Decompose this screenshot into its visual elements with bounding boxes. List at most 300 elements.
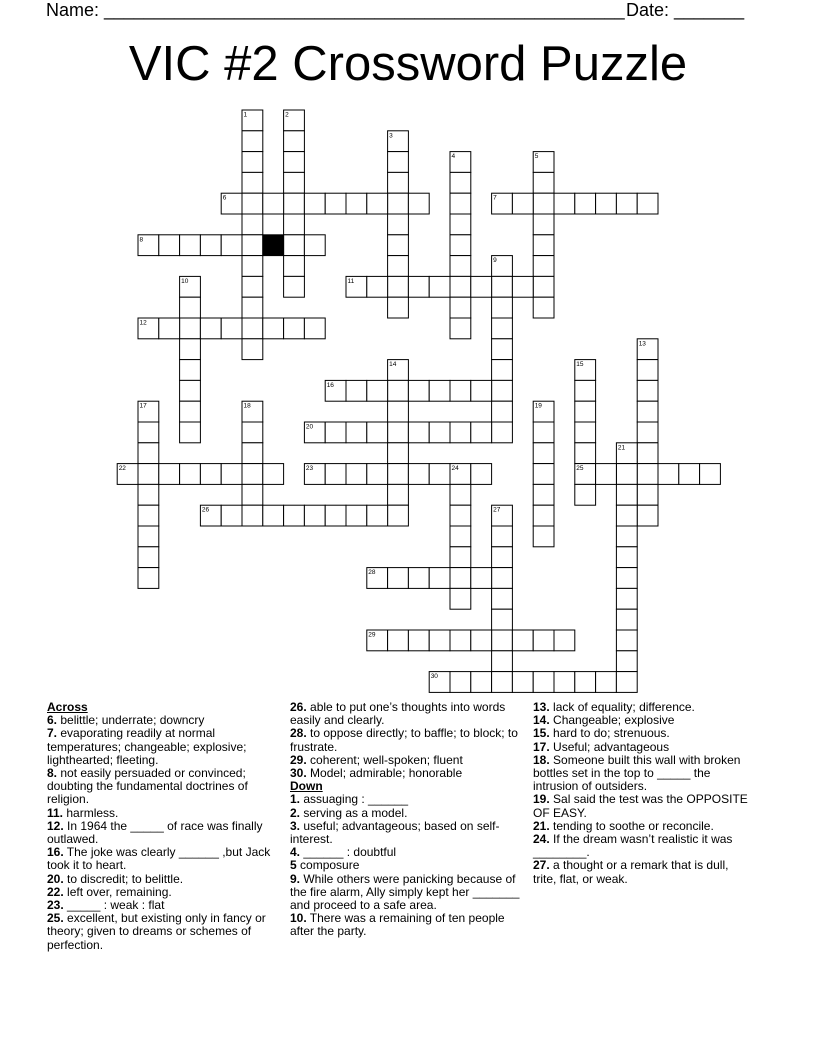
grid-cell[interactable] [658,464,679,485]
grid-cell[interactable] [180,297,201,318]
grid-cell[interactable] [533,422,554,443]
grid-cell[interactable] [512,276,533,297]
clue-number: 20. [47,871,64,886]
grid-cell[interactable] [429,276,450,297]
grid-cell[interactable] [180,339,201,360]
grid-cell[interactable] [263,505,284,526]
clue-text: If the dream wasn’t realistic it was ________. [533,832,733,860]
grid-cell[interactable] [637,443,658,464]
grid-cell[interactable] [492,297,513,318]
grid-cell[interactable] [533,172,554,193]
grid-cell[interactable] [388,256,409,277]
grid-cell[interactable] [637,360,658,381]
grid-cell[interactable] [492,547,513,568]
clue-number-2: 2 [285,111,289,119]
clue-number-15: 15 [576,361,584,369]
grid-cell[interactable] [180,464,201,485]
clue-number: 30. [290,766,307,781]
grid-cell[interactable] [492,276,513,297]
grid-cell[interactable] [242,172,263,193]
grid-cell[interactable] [408,568,429,589]
grid-cell[interactable] [408,464,429,485]
clue-number-25: 25 [576,465,584,473]
grid-cell[interactable] [242,464,263,485]
grid-cell[interactable] [367,380,388,401]
grid-cell[interactable] [138,526,159,547]
clue-text: harmless. [63,805,119,820]
grid-cell[interactable] [367,464,388,485]
grid-cell[interactable] [616,526,637,547]
grid-cell[interactable] [388,152,409,173]
grid-cell[interactable] [284,193,305,214]
grid-cell[interactable] [325,193,346,214]
clue-text: lack of equality; difference. [549,700,695,714]
clue-text: ______ : doubtful [300,845,397,860]
clue-number: 27. [533,858,550,873]
grid-cell[interactable] [325,464,346,485]
grid-cell[interactable] [637,401,658,422]
grid-cell[interactable] [533,276,554,297]
grid-cell[interactable] [637,484,658,505]
grid-cell[interactable] [367,422,388,443]
grid-cell[interactable] [575,422,596,443]
grid-cell[interactable] [138,443,159,464]
clue-number: 21. [533,818,550,833]
grid-cell[interactable] [242,422,263,443]
grid-cell[interactable] [346,193,367,214]
grid-cell[interactable] [138,505,159,526]
clue-number: 28. [290,726,307,741]
grid-cell[interactable] [284,172,305,193]
down-clue [290,820,526,846]
grid-cell[interactable] [492,568,513,589]
down-clue [533,793,755,819]
grid-cell[interactable] [180,360,201,381]
grid-cell[interactable] [284,131,305,152]
grid-cell[interactable] [471,464,492,485]
grid-cell[interactable] [388,568,409,589]
across-clue [47,767,283,807]
grid-cell[interactable] [388,443,409,464]
grid-cell[interactable] [138,484,159,505]
clue-number-3: 3 [389,132,393,140]
grid-cell[interactable] [637,464,658,485]
grid-cell[interactable] [284,214,305,235]
clue-number-13: 13 [638,340,646,348]
grid-cell[interactable] [388,380,409,401]
grid-cell[interactable] [429,380,450,401]
grid-cell[interactable] [242,318,263,339]
grid-cell[interactable] [284,318,305,339]
grid-cell[interactable] [616,505,637,526]
grid-cell[interactable] [450,568,471,589]
clue-number: 9. [290,871,301,886]
clue-column-3 [533,701,755,886]
grid-cell[interactable] [284,235,305,256]
clue-number: 14. [533,713,550,728]
clue-text: Useful; advantageous [549,739,670,754]
clue-number: 8. [47,766,58,781]
grid-cell[interactable] [700,464,721,485]
grid-cell[interactable] [388,505,409,526]
clue-number: 4. [290,845,301,860]
clue-number-26: 26 [201,506,210,514]
clue-text: There was a remaining of ten people after the party. [290,911,505,939]
clue-number-21: 21 [617,444,626,452]
grid-cell[interactable] [408,193,429,214]
across-clue [47,820,283,846]
grid-cell[interactable] [408,630,429,651]
grid-cell[interactable] [679,464,700,485]
grid-cell[interactable] [242,214,263,235]
grid-cell[interactable] [554,672,575,693]
clue-number-27: 27 [493,506,501,514]
clue-text: evaporating readily at normal temperatures; changeable; explosive; lighthearted; fleeting. [47,726,247,767]
clue-number-8: 8 [139,236,144,244]
grid-cell[interactable] [200,235,221,256]
grid-cell[interactable] [388,422,409,443]
clue-text: Changeable; explosive [549,713,675,728]
clue-text: tending to soothe or reconcile. [549,818,714,833]
clue-number-1: 1 [243,111,248,119]
grid-cell[interactable] [388,401,409,422]
grid-cell[interactable] [367,193,388,214]
grid-cell[interactable] [221,505,242,526]
clue-text: excellent, but existing only in fancy or theory; given to dreams or schemes of perfection. [47,911,266,952]
clue-number: 3. [290,818,301,833]
clue-text: serving as a model. [300,805,408,820]
grid-cell[interactable] [512,193,533,214]
clue-number-24: 24 [451,465,459,473]
grid-cell[interactable] [616,672,637,693]
grid-cell[interactable] [408,422,429,443]
clue-number: 24. [533,832,550,847]
name-field[interactable]: Name: ____________________________________________________ [46,0,625,20]
clue-number-29: 29 [368,631,376,639]
clue-number: 2. [290,805,301,820]
grid-cell[interactable] [471,672,492,693]
grid-cell[interactable] [533,214,554,235]
grid-cell[interactable] [346,464,367,485]
grid-cell[interactable] [450,193,471,214]
clue-number: 12. [47,818,64,833]
grid-cell[interactable] [450,235,471,256]
grid-cell[interactable] [637,505,658,526]
grid-cell[interactable] [159,235,180,256]
clue-text: coherent; well-spoken; fluent [306,752,463,767]
down-clue [533,833,755,859]
grid-cell[interactable] [450,547,471,568]
grid-cell[interactable] [575,380,596,401]
clue-text: able to put one’s thoughts into words easily and clearly. [290,700,506,728]
clue-number-7: 7 [493,194,497,202]
clue-number-18: 18 [243,402,251,410]
grid-cell[interactable] [242,235,263,256]
grid-cell[interactable] [450,588,471,609]
grid-cell[interactable] [450,484,471,505]
grid-cell[interactable] [450,380,471,401]
clue-number-17: 17 [139,402,147,410]
grid-cell[interactable] [616,630,637,651]
grid-cell[interactable] [242,256,263,277]
grid-cell[interactable] [616,588,637,609]
grid-cell[interactable] [180,318,201,339]
grid-cell[interactable] [450,214,471,235]
grid-cell[interactable] [450,318,471,339]
grid-cell[interactable] [138,422,159,443]
clue-text: Sal said the test was the OPPOSITE OF EASY. [533,792,748,820]
clue-text: not easily persuaded or convinced; doubting the fundamental doctrines of religion. [47,766,248,807]
grid-cell[interactable] [492,526,513,547]
clue-number: 26. [290,700,307,714]
grid-cell[interactable] [429,464,450,485]
grid-cell[interactable] [533,464,554,485]
down-clue [290,912,526,938]
grid-cell[interactable] [616,651,637,672]
grid-cell[interactable] [304,193,325,214]
grid-cell[interactable] [388,214,409,235]
clue-number-22: 22 [118,465,126,473]
clue-column-1 [47,701,283,952]
across-clue [290,701,526,727]
grid-cell[interactable] [450,630,471,651]
clue-number-6: 6 [222,194,227,202]
grid-cell[interactable] [533,235,554,256]
across-heading: Across [47,700,88,714]
grid-cell[interactable] [388,172,409,193]
grid-cell[interactable] [554,630,575,651]
clue-number-14: 14 [389,361,397,369]
clue-text: _____ : weak : flat [63,898,165,913]
grid-cell[interactable] [159,318,180,339]
grid-cell[interactable] [450,297,471,318]
clue-text: useful; advantageous; based on self-interest. [290,818,500,847]
clue-number-11: 11 [347,277,355,285]
grid-cell[interactable] [242,505,263,526]
grid-cell[interactable] [429,568,450,589]
grid-cell[interactable] [284,276,305,297]
grid-cell[interactable] [450,526,471,547]
grid-cell[interactable] [533,256,554,277]
grid-cell[interactable] [637,422,658,443]
grid-cell[interactable] [450,672,471,693]
grid-cell[interactable] [533,484,554,505]
grid-cell[interactable] [492,380,513,401]
grid-cell[interactable] [492,609,513,630]
grid-cell[interactable] [533,526,554,547]
grid-cell[interactable] [159,464,180,485]
grid-cell[interactable] [596,672,617,693]
down-clue [290,873,526,913]
grid-cell[interactable] [575,443,596,464]
grid-cell[interactable] [346,505,367,526]
grid-cell[interactable] [284,256,305,277]
clue-number-5: 5 [534,153,539,161]
grid-cell[interactable] [138,547,159,568]
grid-cell[interactable] [616,193,637,214]
clue-number: 25. [47,911,64,926]
grid-cell[interactable] [533,505,554,526]
grid-cell[interactable] [200,464,221,485]
grid-cell[interactable] [242,297,263,318]
clue-number: 15. [533,726,550,741]
grid-cell[interactable] [492,360,513,381]
grid-cell[interactable] [492,630,513,651]
grid-cell[interactable] [616,568,637,589]
clue-text: a thought or a remark that is dull, trite, flat, or weak. [533,858,729,886]
grid-cell[interactable] [221,318,242,339]
clue-text: to oppose directly; to baffle; to block; to frustrate. [290,726,518,754]
grid-cell[interactable] [200,318,221,339]
grid-cell[interactable] [575,193,596,214]
grid-cell[interactable] [263,193,284,214]
grid-cell[interactable] [388,297,409,318]
page-title: VIC #2 Crossword Puzzle [128,37,688,91]
clue-number: 7. [47,726,58,741]
grid-cell[interactable] [408,380,429,401]
grid-cell[interactable] [492,318,513,339]
clue-text: Model; admirable; honorable [306,766,463,781]
grid-cell[interactable] [492,422,513,443]
grid-cell[interactable] [367,505,388,526]
grid-cell[interactable] [637,193,658,214]
grid-cell[interactable] [263,464,284,485]
grid-cell[interactable] [450,256,471,277]
clue-number-23: 23 [305,465,314,473]
grid-cell[interactable] [429,630,450,651]
clue-number: 10. [290,911,307,926]
grid-cell[interactable] [304,318,325,339]
grid-cell[interactable] [242,484,263,505]
grid-cell[interactable] [388,235,409,256]
grid-cell[interactable] [242,193,263,214]
grid-cell[interactable] [450,276,471,297]
grid-cell[interactable] [450,172,471,193]
grid-cell[interactable] [492,401,513,422]
grid-cell[interactable] [242,443,263,464]
grid-cell[interactable] [346,380,367,401]
clue-number: 1. [290,792,301,807]
grid-cell[interactable] [533,630,554,651]
clue-text: assuaging : ______ [300,792,409,807]
grid-cell[interactable] [533,672,554,693]
clue-number: 18. [533,752,550,767]
grid-cell[interactable] [388,193,409,214]
grid-cell[interactable] [471,380,492,401]
grid-cell[interactable] [138,568,159,589]
grid-cell[interactable] [512,630,533,651]
grid-cell[interactable] [575,484,596,505]
grid-cell[interactable] [221,464,242,485]
grid-cell[interactable] [388,484,409,505]
grid-cell[interactable] [429,422,450,443]
grid-cell[interactable] [367,276,388,297]
grid-cell[interactable] [492,588,513,609]
clue-number: 19. [533,792,550,807]
grid-cell[interactable] [221,235,242,256]
grid-cell[interactable] [263,318,284,339]
clue-number-12: 12 [139,319,147,327]
grid-cell[interactable] [492,651,513,672]
grid-cell[interactable] [533,297,554,318]
clue-number-20: 20 [305,423,314,431]
grid-cell[interactable] [304,235,325,256]
grid-cell[interactable] [616,484,637,505]
grid-cell[interactable] [533,193,554,214]
grid-cell[interactable] [533,443,554,464]
grid-cell[interactable] [346,422,367,443]
grid-cell[interactable] [242,152,263,173]
grid-cell[interactable] [575,672,596,693]
grid-cell[interactable] [180,401,201,422]
grid-cell[interactable] [450,505,471,526]
grid-cell[interactable] [512,672,533,693]
grid-cell[interactable] [284,505,305,526]
clue-number-9: 9 [493,257,497,265]
grid-cell[interactable] [388,630,409,651]
grid-cell[interactable] [138,464,159,485]
grid-cell[interactable] [284,152,305,173]
date-field[interactable]: Date: _______ [626,0,745,20]
grid-cell[interactable] [471,276,492,297]
across-clue [47,727,283,767]
grid-cell[interactable] [242,339,263,360]
grid-cell[interactable] [408,276,429,297]
grid-cell[interactable] [492,672,513,693]
black-cell [263,235,284,256]
grid-cell[interactable] [304,505,325,526]
clue-text: to discredit; to belittle. [63,871,184,886]
grid-cell[interactable] [596,193,617,214]
clue-number-16: 16 [326,381,334,389]
grid-cell[interactable] [325,505,346,526]
grid-cell[interactable] [180,380,201,401]
grid-cell[interactable] [616,609,637,630]
grid-cell[interactable] [471,630,492,651]
clue-number-30: 30 [430,673,438,681]
grid-cell[interactable] [388,276,409,297]
grid-cell[interactable] [180,235,201,256]
grid-cell[interactable] [180,422,201,443]
grid-cell[interactable] [596,464,617,485]
grid-cell[interactable] [616,464,637,485]
grid-cell[interactable] [471,568,492,589]
grid-cell[interactable] [242,276,263,297]
clue-text: While others were panicking because of the fire alarm, Ally simply kept her _______ and proceed to a safe area. [290,871,520,913]
grid-cell[interactable] [554,193,575,214]
across-clue [47,912,283,952]
across-clue [290,727,526,753]
grid-cell[interactable] [637,380,658,401]
grid-cell[interactable] [388,464,409,485]
clue-text: hard to do; strenuous. [549,726,670,741]
clue-text: The joke was clearly ______ ,but Jack took it to heart. [47,845,271,873]
grid-cell[interactable] [471,422,492,443]
clue-text: belittle; underrate; downcry [57,713,205,728]
grid-cell[interactable] [325,422,346,443]
grid-cell[interactable] [575,401,596,422]
grid-cell[interactable] [616,547,637,568]
grid-cell[interactable] [242,131,263,152]
clue-number: 6. [47,713,58,728]
down-clue [533,859,755,885]
clue-number: 16. [47,845,64,860]
down-heading: Down [290,779,323,794]
grid-cell[interactable] [450,422,471,443]
clue-number-28: 28 [368,569,376,577]
grid-cell[interactable] [492,339,513,360]
clue-column-2 [290,701,526,939]
